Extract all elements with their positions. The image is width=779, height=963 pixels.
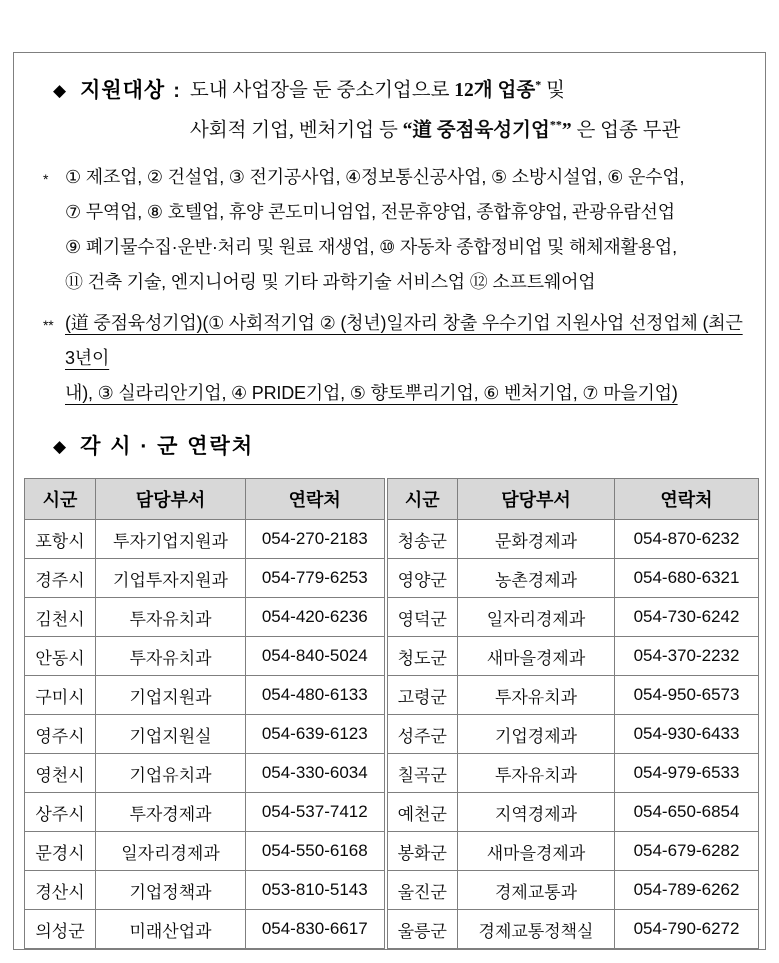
table-row	[25, 598, 759, 637]
cell-dept: 투자기업지원과	[96, 520, 246, 559]
col-header-dept-left: 담당부서	[96, 479, 246, 520]
footnote-priority-line: (道 중점육성기업)(① 사회적기업 ② (청년)일자리 창출 우수기업 지원사업 선정업체 (최근 3년이	[65, 313, 743, 368]
footnote-industries-line: ⑦ 무역업, ⑧ 호텔업, 휴양 콘도미니엄업, 전문휴양업, 종합휴양업, 관광유람선업	[65, 202, 675, 222]
cell-tel: 054-370-2232	[615, 637, 759, 676]
table-row	[25, 910, 759, 949]
cell-dept: 일자리경제과	[458, 598, 615, 637]
cell-tel: 054-830-6617	[246, 910, 386, 949]
cell-sigun: 문경시	[25, 832, 96, 871]
footnote-priority-line: 내), ③ 실라리안기업, ④ PRIDE기업, ⑤ 향토뿌리기업, ⑥ 벤처기업, ⑦ 마을기업)	[65, 383, 678, 403]
cell-sigun: 성주군	[386, 715, 458, 754]
cell-sigun: 포항시	[25, 520, 96, 559]
cell-tel: 054-979-6533	[615, 754, 759, 793]
cell-dept: 기업지원과	[96, 676, 246, 715]
col-header-sigun-left: 시군	[25, 479, 96, 520]
cell-tel: 054-779-6253	[246, 559, 386, 598]
footnote-industries-line: ⑪ 건축 기술, 엔지니어링 및 기타 과학기술 서비스업 ⑫ 소프트웨어업	[65, 272, 596, 292]
table-row	[25, 637, 759, 676]
cell-dept: 미래산업과	[96, 910, 246, 949]
line2-text: 사회적 기업, 벤처기업 등	[189, 120, 403, 141]
support-target-title: 지원대상	[80, 79, 166, 102]
cell-dept: 투자유치과	[96, 598, 246, 637]
table-row	[25, 676, 759, 715]
cell-tel: 054-870-6232	[615, 520, 759, 559]
cell-dept: 문화경제과	[458, 520, 615, 559]
cell-sigun: 경주시	[25, 559, 96, 598]
cell-dept: 기업유치과	[96, 754, 246, 793]
footnote-industries-line: ① 제조업, ② 건설업, ③ 전기공사업, ④정보통신공사업, ⑤ 소방시설업, ⑥ 운수업,	[65, 167, 685, 187]
cell-tel: 054-480-6133	[246, 676, 386, 715]
cell-sigun: 의성군	[25, 910, 96, 949]
cell-sigun: 울릉군	[386, 910, 458, 949]
cell-tel: 054-679-6282	[615, 832, 759, 871]
col-header-tel-left: 연락처	[246, 479, 386, 520]
cell-tel: 053-810-5143	[246, 871, 386, 910]
col-header-tel-right: 연락처	[615, 479, 759, 520]
cell-tel: 054-930-6433	[615, 715, 759, 754]
cell-dept: 농촌경제과	[458, 559, 615, 598]
cell-sigun: 영주시	[25, 715, 96, 754]
cell-dept: 새마을경제과	[458, 637, 615, 676]
cell-sigun: 구미시	[25, 676, 96, 715]
table-row	[25, 715, 759, 754]
cell-tel: 054-537-7412	[246, 793, 386, 832]
support-target-line2	[190, 111, 680, 151]
cell-sigun: 김천시	[25, 598, 96, 637]
cell-tel: 054-790-6272	[615, 910, 759, 949]
cell-dept: 지역경제과	[458, 793, 615, 832]
cell-sigun: 영천시	[25, 754, 96, 793]
cell-dept: 경제교통정책실	[458, 910, 615, 949]
cell-dept: 투자유치과	[96, 637, 246, 676]
cell-sigun: 청도군	[386, 637, 458, 676]
cell-dept: 경제교통과	[458, 871, 615, 910]
cell-dept: 기업정책과	[96, 871, 246, 910]
cell-sigun: 경산시	[25, 871, 96, 910]
cell-dept: 새마을경제과	[458, 832, 615, 871]
document-frame	[13, 52, 766, 950]
cell-tel: 054-730-6242	[615, 598, 759, 637]
footnote-marker-double: **	[43, 317, 54, 333]
contacts-section-heading	[30, 433, 749, 461]
table-row	[25, 520, 759, 559]
table-row	[25, 754, 759, 793]
line2-tail-text: 은 업종 무관	[571, 120, 681, 141]
cell-sigun: 울진군	[386, 871, 458, 910]
support-target-heading	[30, 71, 749, 151]
line2-close-quote: ”	[561, 120, 572, 141]
line2-bold-text: “道 중점육성기업	[402, 120, 550, 141]
cell-tel: 054-420-6236	[246, 598, 386, 637]
cell-dept: 기업지원실	[96, 715, 246, 754]
footnote-industries	[30, 160, 749, 300]
line1-text: 도내 사업장을 둔 중소기업으로	[189, 80, 455, 101]
cell-sigun: 영양군	[386, 559, 458, 598]
table-row	[25, 871, 759, 910]
footnote-industries-line: ⑨ 폐기물수집·운반·처리 및 원료 재생업, ⑩ 자동차 종합정비업 및 해체재활용업,	[65, 237, 677, 257]
contacts-table	[24, 478, 759, 949]
cell-sigun: 칠곡군	[386, 754, 458, 793]
cell-sigun: 청송군	[386, 520, 458, 559]
cell-tel: 054-680-6321	[615, 559, 759, 598]
cell-dept: 기업투자지원과	[96, 559, 246, 598]
line1-bold-text: 12개 업종	[454, 80, 536, 101]
cell-tel: 054-840-5024	[246, 637, 386, 676]
cell-sigun: 영덕군	[386, 598, 458, 637]
diamond-bullet-icon: ◆	[53, 437, 67, 456]
support-target-description	[190, 71, 680, 151]
footnote-ref-1: *	[535, 77, 542, 92]
footnote-ref-2: **	[549, 117, 562, 132]
cell-sigun: 상주시	[25, 793, 96, 832]
cell-sigun: 봉화군	[386, 832, 458, 871]
cell-dept: 일자리경제과	[96, 832, 246, 871]
col-header-dept-right: 담당부서	[458, 479, 615, 520]
cell-tel: 054-550-6168	[246, 832, 386, 871]
cell-tel: 054-789-6262	[615, 871, 759, 910]
table-row	[25, 559, 759, 598]
support-target-line1	[190, 71, 680, 111]
cell-sigun: 예천군	[386, 793, 458, 832]
cell-dept: 투자경제과	[96, 793, 246, 832]
cell-tel: 054-950-6573	[615, 676, 759, 715]
cell-sigun: 안동시	[25, 637, 96, 676]
table-header-row	[25, 479, 759, 520]
footnote-priority-enterprises	[30, 306, 749, 411]
cell-tel: 054-330-6034	[246, 754, 386, 793]
cell-tel: 054-650-6854	[615, 793, 759, 832]
support-target-colon: :	[173, 80, 180, 102]
cell-tel: 054-270-2183	[246, 520, 386, 559]
line1-tail-text: 및	[541, 80, 565, 101]
table-row	[25, 793, 759, 832]
cell-dept: 투자유치과	[458, 676, 615, 715]
cell-sigun: 고령군	[386, 676, 458, 715]
cell-dept: 투자유치과	[458, 754, 615, 793]
contacts-section-title: 각 시 · 군 연락처	[80, 435, 255, 458]
table-row	[25, 832, 759, 871]
cell-dept: 기업경제과	[458, 715, 615, 754]
col-header-sigun-right: 시군	[386, 479, 458, 520]
diamond-bullet-icon: ◆	[53, 81, 67, 100]
cell-tel: 054-639-6123	[246, 715, 386, 754]
footnote-marker-single: *	[43, 171, 49, 187]
